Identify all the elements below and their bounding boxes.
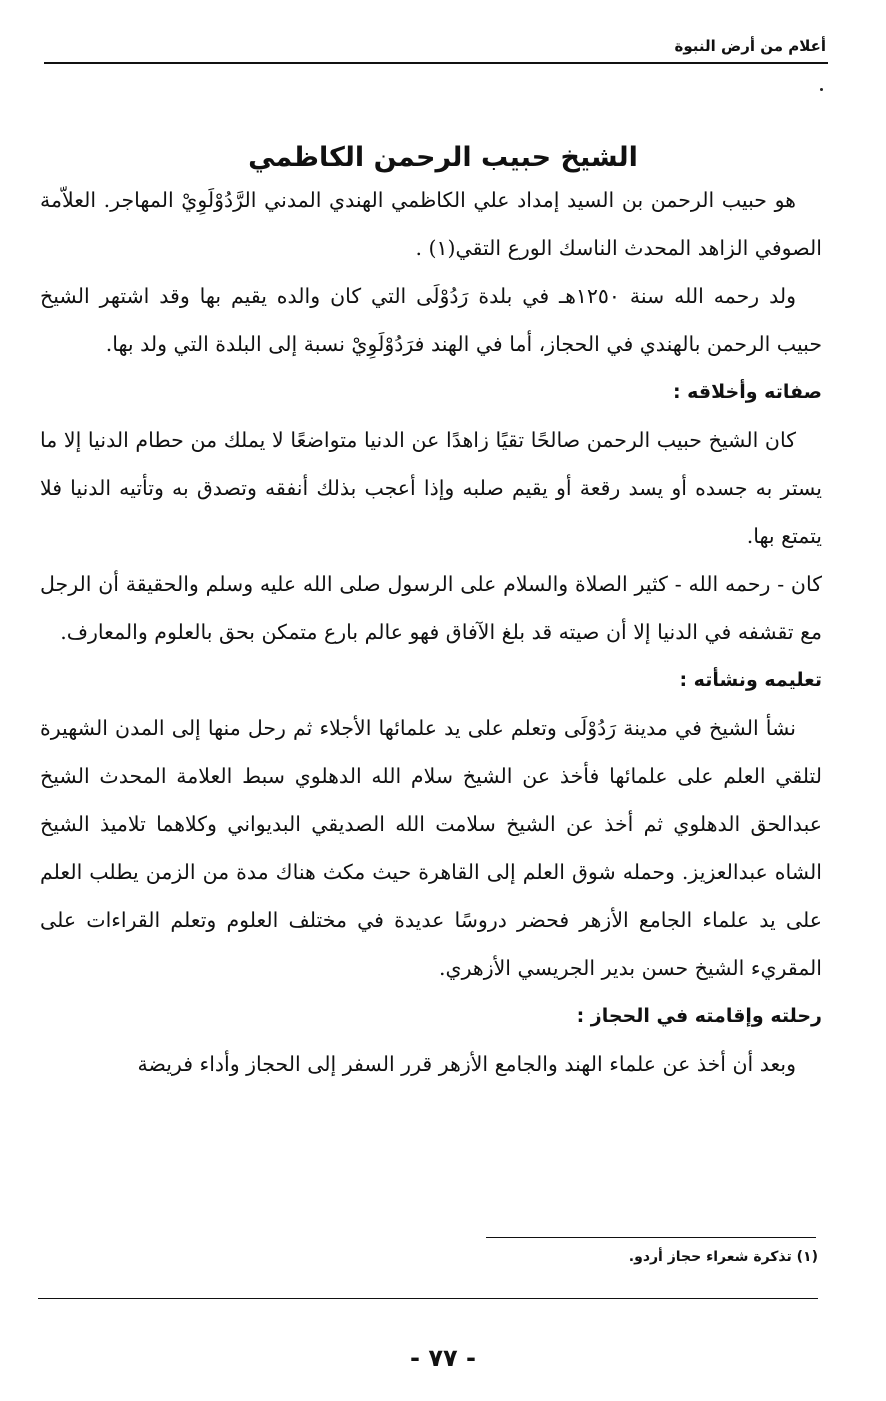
paragraph-traits-1: كان الشيخ حبيب الرحمن صالحًا تقيًا زاهدًا عن الدنيا متواضعًا لا يملك من حطام الدنيا إلا ما يستر به جسده أو يسد رقعة أو يقيم صلبه وإذا أعجب بذلك أنفقه وتصدق به وتأتيه الدنيا فلا يتمتع بها. [40, 428, 822, 548]
running-head: أعلام من أرض النبوة [674, 37, 826, 55]
footer-rule [38, 1298, 818, 1299]
paragraph-journey: وبعد أن أخذ عن علماء الهند والجامع الأزهر قرر السفر إلى الحجاز وأداء فريضة [137, 1052, 796, 1076]
paragraph-intro-lineage: هو حبيب الرحمن بن السيد إمداد علي الكاظمي الهندي المدني الرَّدُوْلَوِيْ المهاجر. العلاّمة الصوفي الزاهد المحدث الناسك الورع التقي(١) . [40, 188, 822, 260]
article-body [40, 176, 822, 1088]
header-rule [44, 62, 828, 64]
footnote-rule [486, 1237, 816, 1238]
print-speck [820, 88, 823, 91]
article-title: الشيخ حبيب الرحمن الكاظمي [248, 142, 638, 174]
paragraph-intro-birth: ولد رحمه الله سنة ١٢٥٠هـ في بلدة رَدُوْلَى التي كان والده يقيم بها وقد اشتهر الشيخ حبيب الرحمن بالهندي في الحجاز، أما في الهند فرَدُوْلَوِيْ نسبة إلى البلدة التي ولد بها. [40, 284, 822, 356]
page-number: - ٧٧ - [410, 1344, 476, 1372]
heading-journey: رحلته وإقامته في الحجاز : [576, 1005, 822, 1027]
footnote: (١) تذكرة شعراء حجاز أردو. [628, 1249, 818, 1265]
heading-education: تعليمه ونشأته : [679, 669, 822, 691]
heading-traits: صفاته وأخلاقه : [672, 381, 822, 403]
paragraph-education: نشأ الشيخ في مدينة رَدُوْلَى وتعلم على يد علمائها الأجلاء ثم رحل منها إلى المدن الشهيرة لتلقي العلم على علمائها فأخذ عن الشيخ سلام الله الدهلوي سبط العلامة المحدث الشيخ عبدالحق الدهلوي ثم أخذ عن الشيخ سلامت الله الصديقي البديواني وكلاهما تلاميذ الشيخ الشاه عبدالعزيز. وحمله شوق العلم إلى القاهرة حيث مكث هناك مدة من الزمن يطلب العلم على يد علماء الجامع الأزهر فحضر دروسًا عديدة في مختلف العلوم وتعلم القراءات على المقريء الشيخ حسن بدير الجريسي الأزهري. [40, 716, 822, 980]
paragraph-traits-2: كان - رحمه الله - كثير الصلاة والسلام على الرسول صلى الله عليه وسلم والحقيقة أن الرجل مع تقشفه في الدنيا إلا أن صيته قد بلغ الآفاق فهو عالم بارع متمكن بحق بالعلوم والمعارف. [40, 572, 822, 644]
